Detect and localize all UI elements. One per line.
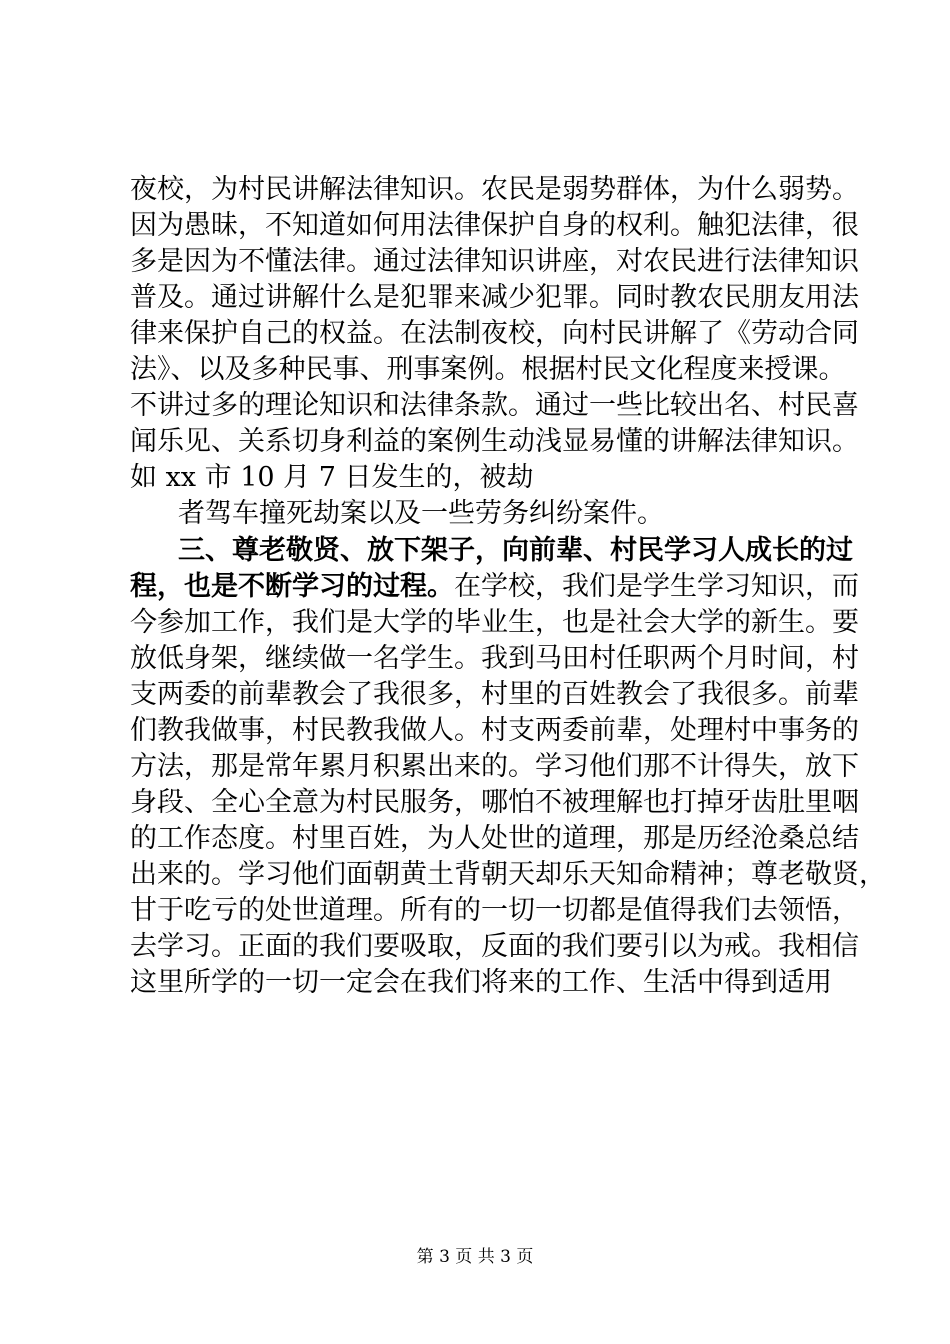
body-text-line: 的工作态度。村里百姓，为人处世的道理，那是历经沧桑总结 bbox=[130, 823, 859, 854]
page-number-footer: 第 3 页 共 3 页 bbox=[416, 1247, 534, 1267]
body-text-line: 去学习。正面的我们要吸取，反面的我们要引以为戒。我相信 bbox=[130, 931, 859, 962]
body-text-line: 法》、以及多种民事、刑事案例。根据村民文化程度来授课。 bbox=[130, 354, 846, 385]
body-text-line: 出来的。学习他们面朝黄土背朝天却乐天知命精神；尊老敬贤， bbox=[130, 859, 886, 890]
body-text-line: 闻乐见、关系切身利益的案例生动浅显易懂的讲解法律知识。 bbox=[130, 426, 859, 457]
body-text-line: 放低身架，继续做一名学生。我到马田村任职两个月时间，村 bbox=[130, 643, 859, 674]
body-text-line: 因为愚昧，不知道如何用法律保护自身的权利。触犯法律，很 bbox=[130, 210, 859, 241]
body-text-line: 夜校，为村民讲解法律知识。农民是弱势群体，为什么弱势。 bbox=[130, 174, 859, 205]
body-text-line: 支两委的前辈教会了我很多，村里的百姓教会了我很多。前辈 bbox=[130, 679, 859, 710]
section-heading: 三、尊老敬贤、放下架子，向前辈、村民学习人成长的过 bbox=[178, 535, 853, 566]
body-text-line: 今参加工作，我们是大学的毕业生，也是社会大学的新生。要 bbox=[130, 607, 859, 638]
body-text-line: 这里所学的一切一定会在我们将来的工作、生活中得到适用 bbox=[130, 967, 832, 998]
body-text-line: 身段、全心全意为村民服务，哪怕不被理解也打掉牙齿肚里咽 bbox=[130, 787, 859, 818]
section-heading-tail: 程，也是不断学习的过程。 bbox=[130, 571, 454, 602]
body-text-line: 不讲过多的理论知识和法律条款。通过一些比较出名、村民喜 bbox=[130, 390, 859, 421]
body-text-line: 者驾车撞死劫案以及一些劳务纠纷案件。 bbox=[178, 498, 664, 529]
body-text-line: 多是因为不懂法律。通过法律知识讲座，对农民进行法律知识 bbox=[130, 246, 859, 277]
body-text-line: 普及。通过讲解什么是犯罪来减少犯罪。同时教农民朋友用法 bbox=[130, 282, 859, 313]
section-heading-continued bbox=[130, 569, 859, 605]
body-text-line: 甘于吃亏的处世道理。所有的一切一切都是值得我们去领悟， bbox=[130, 895, 859, 926]
body-text-line: 律来保护自己的权益。在法制夜校，向村民讲解了《劳动合同 bbox=[130, 318, 859, 349]
body-text-line: 们教我做事，村民教我做人。村支两委前辈，处理村中事务的 bbox=[130, 715, 859, 746]
body-text-line: 方法，那是常年累月积累出来的。学习他们那不计得失，放下 bbox=[130, 751, 859, 782]
body-text-inline: 在学校，我们是学生学习知识，而 bbox=[454, 571, 859, 602]
body-text-line: 如 xx 市 10 月 7 日发生的，被劫 bbox=[130, 462, 534, 493]
